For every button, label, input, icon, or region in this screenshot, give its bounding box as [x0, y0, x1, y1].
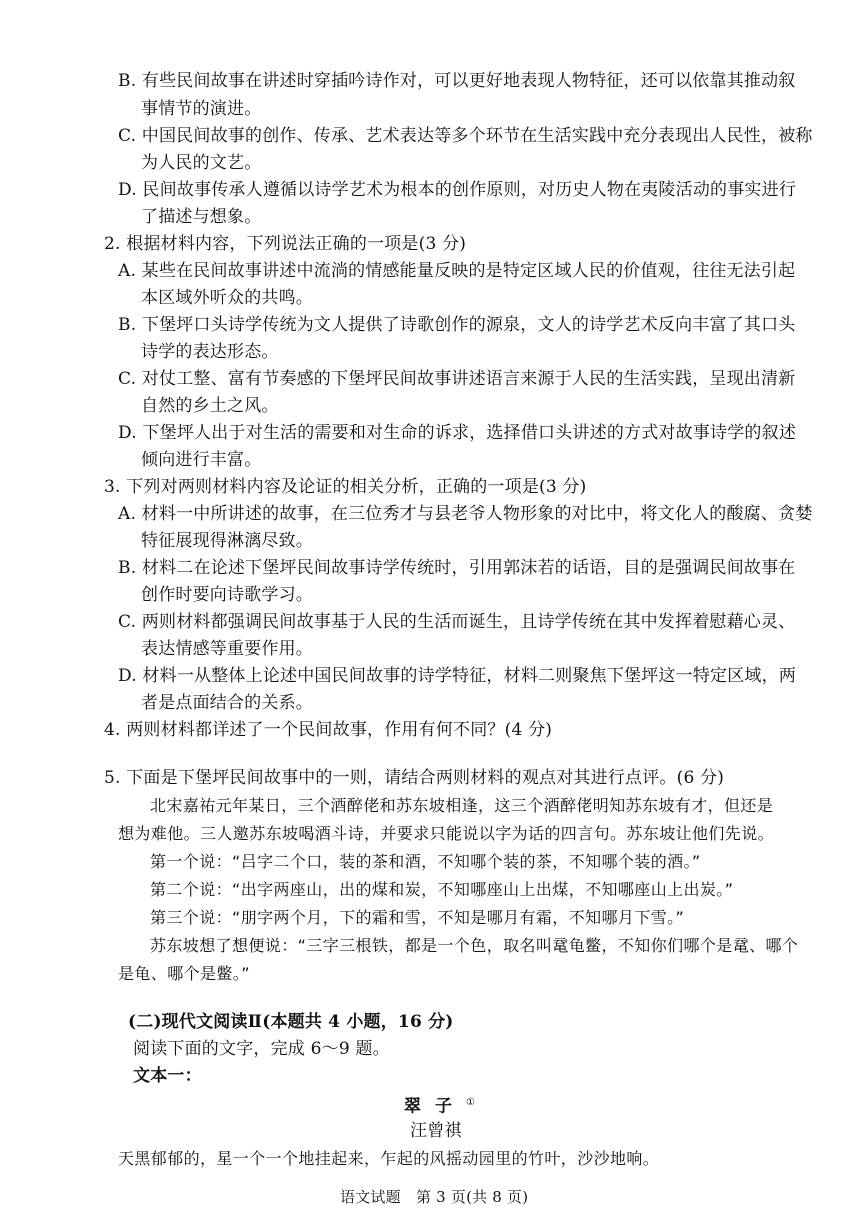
q3-stem: 3. 下列对两则材料内容及论证的相关分析，正确的一项是(3 分) — [104, 477, 587, 497]
q4-stem: 4. 两则材料都详述了一个民间故事，作用有何不同？(4 分) — [104, 720, 553, 740]
q1-option-d-line2: 了描述与想象。 — [141, 207, 262, 227]
story-line: 第二个说：“出字两座山，出的煤和炭，不知哪座山上出煤，不知哪座山上出炭。” — [150, 880, 734, 899]
q2-option-d-line2: 倾向进行丰富。 — [141, 450, 262, 470]
q3-option-b-line1: B. 材料二在论述下堡坪民间故事诗学传统时，引用郭沫若的话语，目的是强调民间故事在 — [118, 558, 796, 578]
q5-stem: 5. 下面是下堡坪民间故事中的一则，请结合两则材料的观点对其进行点评。(6 分) — [104, 768, 725, 788]
q2-option-c-line1: C. 对仗工整、富有节奏感的下堡坪民间故事讲述语言来源于人民的生活实践，呈现出清新 — [118, 369, 796, 389]
q2-option-b-line1: B. 下堡坪口头诗学传统为文人提供了诗歌创作的源泉，文人的诗学艺术反向丰富了其口头 — [118, 315, 796, 335]
q1-option-d-line1: D. 民间故事传承人遵循以诗学艺术为根本的创作原则，对历史人物在夷陵活动的事实进行 — [118, 180, 797, 200]
story-line: 苏东坡想了想便说：“三字三根铁，都是一个色，取名叫鼋龟鳖，不知你们哪个是鼋、哪个 — [150, 936, 799, 955]
q3-option-a-line2: 特征展现得淋漓尽致。 — [141, 531, 313, 551]
q2-option-b-line2: 诗学的表达形态。 — [141, 342, 279, 362]
q1-option-b-line2: 事情节的演进。 — [141, 99, 262, 119]
q2-option-a-line2: 本区域外听众的共鸣。 — [141, 288, 313, 308]
q3-option-c-line2: 表达情感等重要作用。 — [141, 639, 313, 659]
q2-option-c-line2: 自然的乡土之风。 — [141, 396, 279, 416]
text-label: 文本一： — [133, 1066, 202, 1086]
q2-option-a-line1: A. 某些在民间故事讲述中流淌的情感能量反映的是特定区域人民的价值观，往往无法引起 — [118, 261, 796, 281]
story-line: 是龟、哪个是鳖。” — [118, 964, 250, 983]
story-line: 第一个说：“吕字二个口，装的茶和酒，不知哪个装的茶，不知哪个装的酒。” — [150, 852, 701, 871]
q3-option-d-line1: D. 材料一从整体上论述中国民间故事的诗学特征，材料二则聚焦下堡坪这一特定区域，两 — [118, 666, 797, 686]
section-instruction: 阅读下面的文字，完成 6～9 题。 — [133, 1039, 390, 1059]
q3-option-c-line1: C. 两则材料都强调民间故事基于人民的生活而诞生，且诗学传统在其中发挥着慰藉心灵、 — [118, 612, 796, 632]
page-footer: 语文试题 第 3 页(共 8 页) — [340, 1188, 529, 1206]
story-line: 想为难他。三人邀苏东坡喝酒斗诗，并要求只能说以字为话的四言句。苏东坡让他们先说。 — [118, 824, 775, 843]
q2-option-d-line1: D. 下堡坪人出于对生活的需要和对生命的诉求，选择借口头讲述的方式对故事诗学的叙述 — [118, 423, 797, 443]
q3-option-d-line2: 者是点面结合的关系。 — [141, 693, 313, 713]
story-line: 第三个说：“朋字两个月，下的霜和雪，不知是哪月有霜，不知哪月下雪。” — [150, 908, 685, 927]
q3-option-a-line1: A. 材料一中所讲述的故事，在三位秀才与县老爷人物形象的对比中，将文化人的酸腐、贪婪 — [118, 504, 813, 524]
section-heading: (二)现代文阅读Ⅱ(本题共 4 小题，16 分) — [128, 1012, 454, 1032]
story-line: 北宋嘉祐元年某日，三个酒醉佬和苏东坡相逢，这三个酒醉佬明知苏东坡有才，但还是 — [150, 796, 774, 815]
q2-stem: 2. 根据材料内容，下列说法正确的一项是(3 分) — [104, 234, 467, 254]
article-first-line: 天黑郁郁的，星一个一个地挂起来，乍起的风摇动园里的竹叶，沙沙地响。 — [118, 1149, 660, 1168]
q1-option-c-line2: 为人民的文艺。 — [141, 153, 262, 173]
article-title — [404, 1092, 475, 1118]
q3-option-b-line2: 创作时要向诗歌学习。 — [141, 585, 313, 605]
article-title-text: 翠子 — [404, 1096, 466, 1117]
footnote-marker: ① — [466, 1097, 475, 1108]
q1-option-b-line1: B. 有些民间故事在讲述时穿插吟诗作对，可以更好地表现人物特征，还可以依靠其推动叙 — [118, 71, 796, 91]
article-author: 汪曾祺 — [410, 1121, 462, 1141]
q1-option-c-line1: C. 中国民间故事的创作、传承、艺术表达等多个环节在生活实践中充分表现出人民性，被称 — [118, 126, 813, 146]
